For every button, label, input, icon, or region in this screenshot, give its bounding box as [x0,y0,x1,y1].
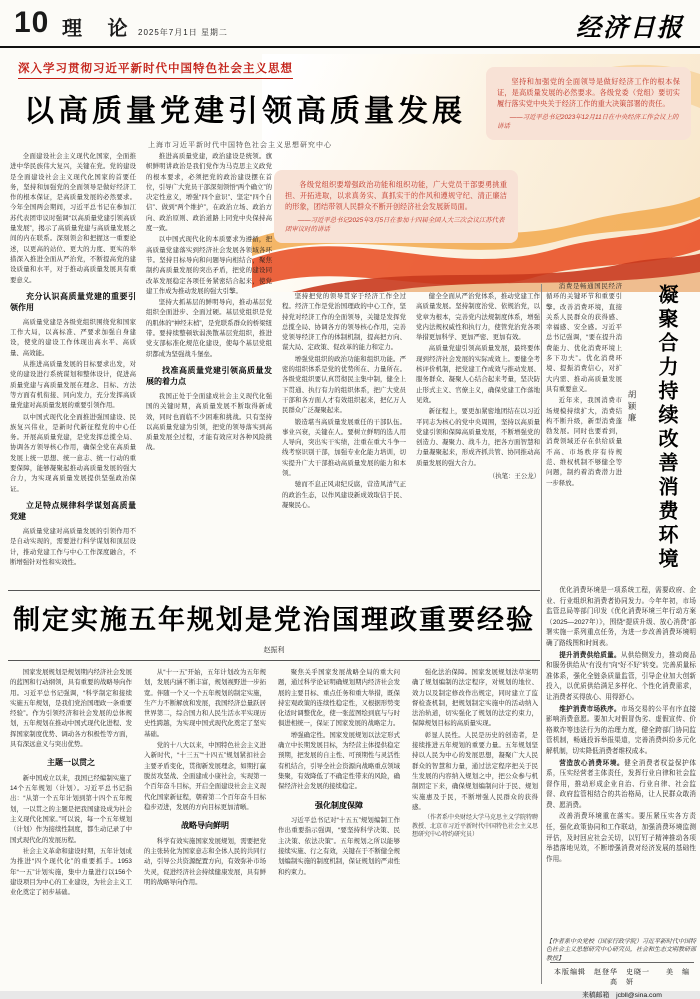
body-paragraph: 驰而不息正风肃纪反腐，营造风清气正的政治生态，以作风建设新成效取信于民、凝聚民心。 [282,481,406,509]
bottom-article-headline: 制定实施五年规划是党治国理政重要经验 [13,605,535,635]
quote-attribution: ——习近平总书记2025年3月5日在参加十四届全国人大三次会议江苏代表团审议时的讲话 [285,217,505,233]
column-subhead: 立足特点规律科学谋划高质量党建 [10,500,136,522]
body-paragraph: 高质量党建对高质量发展的引领作用不是自动实现的，需要进行科学谋划和顶层设计，推动党建工作与中心工作深度融合，不断增强针对性和实效性。 [10,527,136,566]
bottom-article-column-1 [10,668,132,986]
bottom-article-column-4 [412,668,538,986]
masthead-logo: 经济日报 [575,13,684,42]
column-subhead: 充分认识高质量党建的重要引领作用 [10,291,136,313]
lead-article-byline: 上海市习近平新时代中国特色社会主义思想研究中心 [148,142,332,149]
body-paragraph: 改善消费环境重在落实。要压紧压实各方责任，强化政策协同和工作联动，加强消费环境监测评估，及时回应社会关切，以钉钉子精神推动各项举措落地见效，不断增强消费对经济发展的基础性作用。 [546,813,696,863]
weekday: 星期二 [200,28,228,37]
column-subhead: 主题一以贯之 [47,758,95,768]
body-paragraph: 推进高质量党建，政治建设是统领。旗帜鲜明讲政治是我们党作为马克思主义政党的根本要求，必须把党的政治建设摆在首位，引导广大党员干部深刻领悟“两个确立”的决定性意义，增强“四个意识”、坚定“四个自信”、做到“两个维护”，在政治立场、政治方向、政治原则、政治道路上同党中央保持高度一致。 [146,153,272,233]
lead-article-column-3 [282,292,406,586]
body-paragraph: 提升消费供给质量。从供给侧发力，推动商品和服务供给从“有没有”向“好不好”转变。完善质量标准体系，强化全链条质量监管，引导企业加大创新投入，以优质供给满足多样化、个性化消费需求，让消费者买得放心、用得舒心。 [546,651,697,701]
right-article-author: 胡颖廉 [627,390,637,425]
body-paragraph: 以中国式现代化全面推进强国建设、民族复兴伟业，是新时代新征程党的中心任务。开展高质量党建，是党发挥总揽全局、协调各方领导核心作用，确保全党在高质量发展上统一思想、统一意志、统一行动的重要保障，能够凝聚起推动高质量发展的强大合力，为实现高质量发展提供坚强政治保证。 [10,413,136,493]
lead-article-column-4 [416,292,540,586]
page-number: 10 [14,6,50,39]
vertical-column-divider [541,284,542,984]
quote-text: 坚持和加强党的全面领导是做好经济工作的根本保证，是高质量发展的必然要求。各级党委（党组）要切实履行落实党中央关于经济工作的重大决策部署的责任。 [497,77,680,108]
paragraph-bold-lead: 营造放心消费环境。 [559,759,625,767]
editors-line: 本版编辑 赵登华 史晓一 美 编 高 妍 [554,969,698,986]
bottom-article-column-2 [144,668,266,986]
page-header [0,0,700,46]
submission-email: 来稿邮箱 jcbll@sina.com [582,992,662,999]
lead-article-column-1 [10,152,136,586]
body-paragraph: 维护消费市场秩序。市场交易的公平有序直接影响消费意愿。要加大对假冒伪劣、虚假宣传、价格欺诈等违法行为的治理力度，健全跨部门协同监管机制，畅通投诉举报渠道，完善消费纠纷多元化解机制，切实降低消费者维权成本。 [546,705,697,755]
body-paragraph: 新中国成立以来，我国已经编制实施了14个五年规划（计划）。习近平总书记指出：“从第一个五年计划到第十四个五年规划，一以贯之的主题是把我国建设成为社会主义现代化国家。”可以说，每一个五年规划（计划）作为接续性制度，都生动记录了中国式现代化的发展历程。 [10,774,132,844]
body-paragraph: 坚持把党的领导贯穿于经济工作全过程。经济工作是党治国理政的中心工作，坚持党对经济工作的全面领导，关键是发挥党总揽全局、协调各方的领导核心作用，完善党领导经济工作的体制机制，提高把方向、谋大局、定政策、促改革的能力和定力。 [282,293,406,352]
editor-credits-box [550,962,698,999]
body-paragraph: 健全全面从严治党体系，推动党建工作高质量发展。坚持制度治党、依规治党，以党章为根本，完善党内法规制度体系，增强党内法规权威性和执行力，使管党治党各项举措更加科学、更加严密、更加有效。 [416,293,540,342]
series-eyebrow: 深入学习贯彻习近平新时代中国特色社会主义思想 [18,60,293,79]
quote-box-2 [274,170,518,243]
body-paragraph: 消费是畅通国民经济循环的关键环节和重要引擎。改善消费环境，直接关系人民群众的获得感、幸福感、安全感。习近平总书记强调，“要在提升消费能力、优化消费环境上多下功夫”。优化消费环境、提振消费信心，对扩大内需、推动高质量发展具有重要意义。 [546,283,622,393]
column-subhead: 战略导向鲜明 [181,821,229,831]
body-paragraph: 坚持大抓基层的鲜明导向，推动基层党组织全面进步、全面过硬。基层党组织是党的肌体的“神经末梢”，是党联系群众的桥梁纽带。要持续整顿软弱涣散基层党组织，推进党支部标准化规范化建设，使每个基层党组织都成为坚强战斗堡垒。 [146,299,272,358]
body-paragraph: 优化消费环境是一项系统工程，需要政府、企业、行业组织和消费者协同发力。今年年初，市场监管总局等部门印发《优化消费环境三年行动方案（2025—2027年）》，围绕“提质升级、放心消费”部署实施一系列重点任务，为进一步改善消费环境明确了路线图和时间表。 [546,587,696,647]
date: 2025年7月1日 [138,28,198,37]
body-paragraph: 全面建设社会主义现代化国家，全面推进中华民族伟大复兴，关键在党。党的建设是全面建设社会主义现代化国家的首要任务，坚持和加强党的全面领导是做好经济工作的根本保证，是高质量发展的必然要求。今年全国两会期间，习近平总书记在参加江苏代表团审议时强调“以高质量党建引领高质量发展”，揭示了高质量党建与高质量发展之间的内在联系。深刻领会和把握这一重要论述，以更高的站位、更大的力度、更实的举措深入推进全面从严治党，不断提高党的建设质量和水平，对于推动高质量发展具有重要意义。 [10,153,136,284]
column-subhead: 找准高质量党建引领高质量发展的着力点 [146,365,272,387]
body-paragraph: 聚焦关乎国家发展战略全局的重大问题，通过科学论证明确规划期内经济社会发展的主要目标、重点任务和重大举措，既保持宏观政策的连续性稳定性，又根据形势变化适时调整优化，使一张蓝图绘到底与与时俱进相统一，保证了国家发展的战略定力。 [278,669,400,728]
body-paragraph: 新征程上，要更加紧密地团结在以习近平同志为核心的党中央周围，坚持以高质量党建引领和保障高质量发展，不断增强党的创造力、凝聚力、战斗力，把各方面智慧和力量凝聚起来，形成齐抓共管、协同推动高质量发展的强大合力。 [416,408,540,467]
body-paragraph: 科学有效实施国家发展规划，需要把党的主张转化为国家意志和全体人民的共同行动，引导公共资源配置方向，有效弥补市场失灵，促进经济社会持续健康发展，具有鲜明的战略导向作用。 [144,837,266,886]
paragraph-bold-lead: 提升消费供给质量。 [559,651,621,659]
body-paragraph: 我国正处于全面建成社会主义现代化强国的关键时期，高质量发展不断取得新成效，同时也面临不少困难和挑战。只有坚持以高质量党建为引领，把党的领导落实到高质量发展全过程，才能有效应对各种风险挑战。 [146,392,272,452]
right-article-upper-column [546,282,622,548]
body-paragraph: 从“十一五”开始，五年计划改为五年规划，发展内涵不断丰富，规划视野进一步拓宽。伴随一个又一个五年规划的制定实施，生产力不断解放和发展，我国经济总量跃居世界第二，综合国力和人民生活水平实现历史性跨越，为实现中国式现代化奠定了坚实基础。 [144,669,266,738]
body-paragraph: 增强确定性。国家发展规划以法定形式确立中长期发展目标，为经营主体提供稳定预期，把发展的自主性、可预期性与灵活性有机结合，引导全社会资源向战略重点领域集聚，有效降低了不确定性带来的风险，确保经济社会发展的接续稳定。 [278,731,400,791]
lead-article-column-2 [146,152,272,586]
body-paragraph: 近年来，我国消费市场规模持续扩大，消费结构不断升级，新型消费蓬勃发展。同时也要看到，消费领域还存在供给质量不高、市场秩序有待规范、维权机制不够健全等问题，制约着消费潜力进一步释放。 [546,397,622,487]
right-article-lower-column [546,586,696,936]
dateline [138,27,228,38]
header-rule [0,46,700,48]
bottom-article-byline: 赵振利 [263,647,285,654]
quote-attribution: ——习近平总书记2023年12月11日在中央经济工作会议上的讲话 [497,114,679,130]
right-article-author-note: 【作者系中央党校（国家行政学院）习近平新时代中国特色社会主义思想研究中心研究员，社会和生态文明教研部教授】 [546,939,697,962]
body-paragraph: 以中国式现代化的本质要求为遵循，把高质量党建落实到经济社会发展各领域各环节。坚持目标导向和问题导向相结合，聚焦制约高质量发展的突出矛盾，把党的建设同改革发展稳定各项任务紧密结合起来，使党建工作成为推动发展的强大引擎。 [146,236,272,295]
body-paragraph: 习近平总书记对“十五五”规划编制工作作出重要指示强调，“要坚持科学决策、民主决策、依法决策”。五年规划之所以能够接续实施、行之有效，关键在于不断健全规划编制实施的制度机制，保证规划的严肃性和约束力。 [278,817,400,876]
lead-article-headline: 以高质量党建引领高质量发展 [24,95,466,128]
quote-text: 各级党组织要增强政治功能和组织功能，广大党员干部要勇挑重担、开拓进取，以求真务实、真抓实干的作风和遵规守纪、清正廉洁的形象，团结带领人民群众不断开创经济社会发展新局面。 [285,180,507,211]
right-article-vertical-headline: 凝聚合力持续改善消费环境 [655,284,677,572]
body-paragraph: 社会主义革命和建设时期，五年计划成为推进“四个现代化”的重要抓手。1953年“一五”计划实施，集中力量进行以156个建设项目为中心的工业建设，为社会主义工业化奠定了初步基础。 [10,847,132,897]
body-paragraph: 增强党组织的政治功能和组织功能。严密的组织体系是党的优势所在、力量所在。各级党组织要认真贯彻民主集中制，健全上下贯通、执行有力的组织体系，把广大党员干部和各方面人才有效组织起来，把亿万人民群众广泛凝聚起来。 [282,355,406,415]
body-paragraph: 锻造堪当高质量发展重任的干部队伍。事业兴衰，关键在人。要树立鲜明的选人用人导向，突出实干实绩，注重在重大斗争一线考察识别干部，加强专业化能力培训，切实提升广大干部推动高质量发展的能力和本领。 [282,418,406,478]
paragraph-bold-lead: 维护消费市场秩序。 [559,705,621,713]
author-note: （作者系中央财经大学马克思主义学院特聘教授、北京市习近平新时代中国特色社会主义思想研究中心特约研究员） [412,815,539,839]
body-paragraph: 高质量党建引领高质量发展，最终要体现到经济社会发展的实际成效上。要健全考核评价机制，把党建工作成效与推动发展、服务群众、凝聚人心结合起来考量，坚决防止形式主义、官僚主义，确保党建工作落地见效。 [416,345,540,404]
closing-credit: （执笔：王公龙） [488,473,540,481]
quote-box-1 [486,67,691,140]
body-paragraph: 强化法治保障。国家发展规划法草案明确了规划编制的法定程序，对规划的地位、效力以及制定修改作出规定，同时建立了监督检查机制，把规划制定实施中的活动纳入法治轨道，切实强化了规划的法定约束力，保障规划目标的高质量实现。 [412,669,538,728]
body-paragraph: 高质量党建是各级党组织围绕党和国家工作大局，以高标准、严要求加强自身建设，使党的建设工作体现出高水平、高质量、高效能。 [10,318,136,357]
body-paragraph: 国家发展规划是规划期内经济社会发展的蓝图和行动纲领，具有重要的战略导向作用。习近平总书记强调，“科学制定和接续实施五年规划，是我们党治国理政一条重要经验”。作为引领经济和社会发展的总体规划，五年规划在推动中国式现代化进程、发挥国家制度优势、调动各方积极性等方面，具有深远意义与突出优势。 [10,669,132,749]
section-title: 理 论 [62,18,138,40]
body-paragraph: 营造放心消费环境。健全消费者权益保护体系，压实经营者主体责任，发挥行业自律和社会监督作用，推动形成企业自治、行业自律、社会监督、政府监管相结合的共治格局，让人民群众敢消费、愿消费。 [546,759,696,809]
body-paragraph: 彰显人民性。人民是历史的创造者，是接续推进五年规划的重要力量。五年规划坚持以人民为中心的发展思想，凝聚广大人民群众的智慧和力量，通过法定程序把关于民生发展的内容纳入规划之中，把公众参与机制固定下来，确保规划编制问计于民、规划实施惠及于民，不断增强人民群众的获得感。 [412,731,538,811]
body-paragraph: 从推进高质量发展的目标要求出发，对党的建设进行系统谋划和整体设计，促进高质量党建与高质量发展在理念、目标、方法等方面有机衔接、同向发力，充分发挥高质量党建对高质量发展的重要引领作用。 [10,361,136,410]
bottom-article-column-3 [278,668,400,986]
column-subhead: 强化制度保障 [315,800,363,810]
bottom-article-top-rule [8,590,540,591]
body-paragraph: 党的十八大以来，中国特色社会主义进入新时代，“十三五”“十四五”规划紧扣社会主要矛盾变化，贯彻新发展理念，如期打赢脱贫攻坚战、全面建成小康社会，实现第一个百年奋斗目标，开启全面建设社会主义现代化国家新征程，朝着第二个百年奋斗目标稳步迈进，发展的方向目标更加清晰。 [144,742,266,811]
bottom-article-bottom-rule [8,660,540,661]
